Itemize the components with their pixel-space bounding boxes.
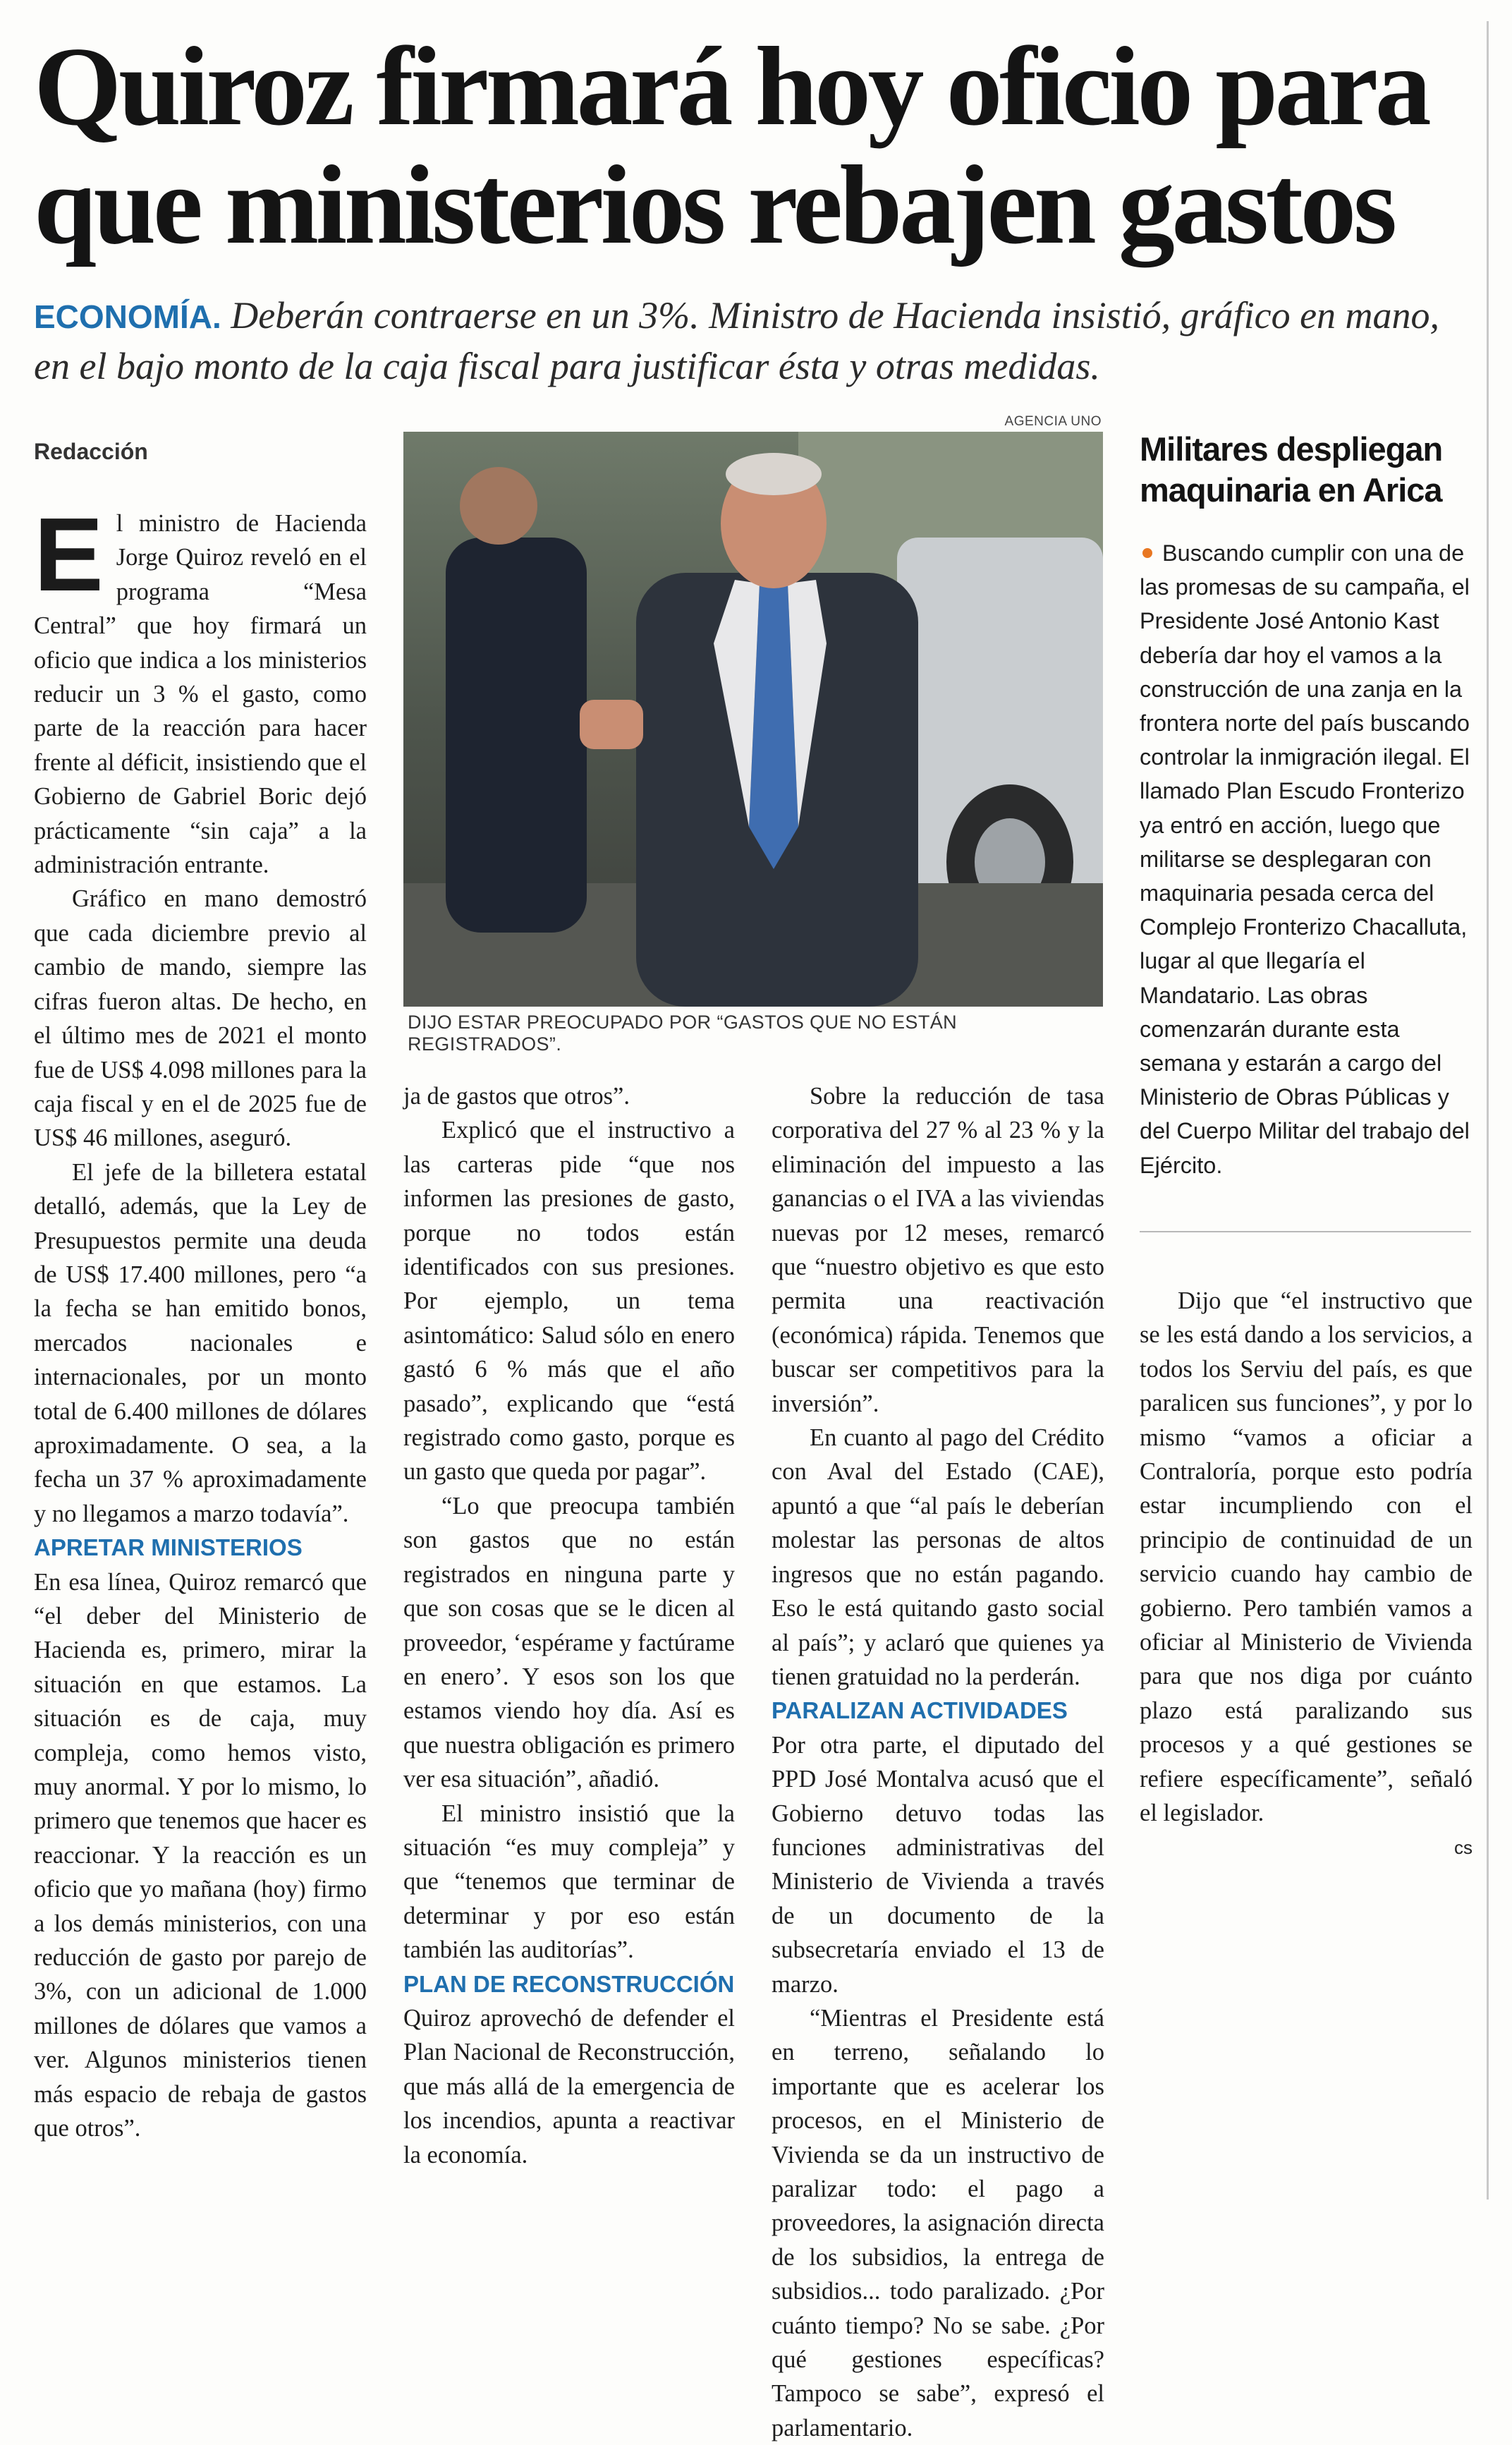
article-paragraph: Por otra parte, el diputado del PPD José Montalva acusó que el Gobierno detuvo todas las funciones administrativas del Ministerio de Vivienda a través de un documento de la subsecretaría enviado el 13 de marzo. <box>772 1731 1104 1998</box>
sidebar-body <box>1140 536 1473 1182</box>
article-paragraph: “Lo que preocupa también son gastos que no están registrados en ninguna parte y que son cosas que se le dicen al proveedor, ‘espérame y factúrame en enero’. Y esos son los que estamos viendo hoy día. Así es que nuestra obligación es primero ver esa situación”, añadió. <box>403 1492 735 1793</box>
article-paragraph: El ministro de Hacienda Jorge Quiroz reveló en el programa “Mesa Central” que hoy firmará un oficio que indica a los ministerios reducir un 3 % el gasto, como parte de la reacción para hacer frente al déficit, insistiendo que el Gobierno de Gabriel Boric dejó prácticamente “sin caja” a la administración entrante. <box>34 497 367 879</box>
article-paragraph: Quiroz aprovechó de defender el Plan Nacional de Reconstrucción, que más allá de la emergencia de los incendios, apunta a reactivar la economía. <box>403 2004 735 2168</box>
minister-photo <box>403 432 1103 1007</box>
headline: Quiroz firmará hoy oficio para que ministerios rebajen gastos <box>34 23 1429 267</box>
subhead-apretar-ministerios: APRETAR MINISTERIOS <box>34 1534 303 1561</box>
article-column-1 <box>34 497 367 2180</box>
article-paragraph: En cuanto al pago del Crédito con Aval del Estado (CAE), apuntó a que “al país le deberían molestar las personas de altos ingresos que no están pagando. Eso le está quitando gasto social al país”; y aclaró que quienes ya tienen gratuidad no la perderán. <box>772 1424 1104 1690</box>
sidebar-title: Militares despliegan maquinaria en Arica <box>1140 430 1443 509</box>
article-paragraph: En esa línea, Quiroz remarcó que “el deber del Ministerio de Hacienda es, primero, mirar la situación en que estamos. La situación es de caja, muy compleja, como hemos visto, muy anormal. Y por lo mismo, lo primero que tenemos que hacer es reaccionar. Y la reacción es un oficio que yo mañana (hoy) firmo a los demás ministerios, con una reducción de gasto por parejo de 3%, con un adicional de 1.000 millones de dólares que vamos a ver. Algunos ministerios tienen más espacio de rebaja de gastos que otros”. <box>34 1568 367 2142</box>
deck-text: Deberán contraerse en un 3%. Ministro de Hacienda insistió, gráfico en mano, en el bajo monto de la caja fiscal para justificar ésta y otras medidas. <box>34 294 1440 387</box>
photo-caption: DIJO ESTAR PREOCUPADO POR “GASTOS QUE NO ESTÁN REGISTRADOS”. <box>408 1012 958 1055</box>
article-paragraph: Explicó que el instructivo a las carteras pide “que nos informen las presiones de gasto, porque no todos están identificados con sus presiones. Por ejemplo, un tema asintomático: Salud sólo en enero gastó 6 % más que el año pasado”, explicando que “está registrado como gasto, porque es un gasto que queda por pagar”. <box>403 1117 735 1486</box>
article-paragraph: Gráfico en mano demostró que cada diciembre previo al cambio de mando, siempre las cifras fueron altas. De hecho, en el último mes de 2021 el monto fue de US$ 4.098 millones para la caja fiscal y en el de 2025 fue de US$ 46 millones, aseguró. <box>34 885 367 1152</box>
article-paragraph: “Mientras el Presidente está en terreno, señalando lo importante que es acelerar los procesos, en el Ministerio de Vivienda se da un instructivo de paralizar todo: el pago a proveedores, la asignación directa de los subsidios, la entrega de subsidios... todo paralizado. ¿Por cuánto tiempo? No se sabe. ¿Por qué gestiones específicas? Tampoco se sabe”, expresó el parlamentario. <box>772 2004 1104 2441</box>
article-paragraph: Dijo que “el instructivo que se les está dando a los servicios, a todos los Serviu del país, es que paralicen sus funciones”, y por lo mismo “vamos a oficiar a Contraloría, porque esto podría estar incumpliendo con el principio de continuidad de un servicio cuando hay cambio de gobierno. Pero también vamos a oficiar al Ministerio de Vivienda para que nos diga por cuánto plazo está paralizando sus procesos y a qué gestiones se refiere específicamente”, señaló el legislador. <box>1140 1287 1473 1827</box>
article-column-3 <box>772 1079 1104 2441</box>
deck <box>34 291 1473 391</box>
byline: Redacción <box>34 439 148 464</box>
sidebar-divider <box>1140 1231 1471 1232</box>
end-mark: cs <box>1454 1836 1473 1858</box>
photo-credit: AGENCIA UNO <box>1004 414 1102 429</box>
sidebar-text: Buscando cumplir con una de las promesas de su campaña, el Presidente José Antonio Kast debería dar hoy el vamos a la construcción de una zanja en la frontera norte del país buscando controlar la inmigración ilegal. El llamado Plan Escudo Fronterizo ya entró en acción, luego que militarse se desplegaran con maquinaria pesada cerca del Complejo Fronterizo Chacalluta, lugar al que llegaría el Mandatario. Las obras comenzarán durante esta semana y estarán a cargo del Ministerio de Obras Públicas y del Cuerpo Militar del trabajo del Ejército. <box>1140 540 1470 1178</box>
article-paragraph-tail: ja de gastos que otros”. <box>403 1083 630 1110</box>
subhead-paralizan-actividades: PARALIZAN ACTIVIDADES <box>772 1697 1068 1724</box>
article-paragraph: El jefe de la billetera estatal detalló, además, que la Ley de Presupuestos permite una deuda de US$ 17.400 millones, pero “a la fecha se han emitido bonos, mercados nacionales e internacionales, por un monto total de 6.400 millones de dólares aproximadamente. O sea, a la fecha un 37 % aproximadamente y no llegamos a marzo todavía”. <box>34 1158 367 1527</box>
deck-kicker: ECONOMÍA. <box>34 298 221 335</box>
article-column-4 <box>1140 1284 1473 2180</box>
dropcap: E <box>34 497 104 613</box>
article-column-2-flow <box>403 1079 735 2180</box>
subhead-plan-reconstruccion: PLAN DE RECONSTRUCCIÓN <box>403 1970 735 1997</box>
article-paragraph: El ministro insistió que la situación “es muy compleja” y que “tenemos que terminar de determinar y por eso están también las auditorías”. <box>403 1800 735 1964</box>
page-edge-rule <box>1487 21 1489 2200</box>
bullet-icon <box>1142 548 1152 558</box>
article-paragraph: Sobre la reducción de tasa corporativa del 27 % al 23 % y la eliminación del impuesto a las ganancias o el IVA a las viviendas nuevas por 12 meses, remarcó que “nuestro objetivo es que esto permita una reactivación (económica) rápida. Tenemos que buscar ser competitivos para la inversión”. <box>772 1083 1104 1417</box>
